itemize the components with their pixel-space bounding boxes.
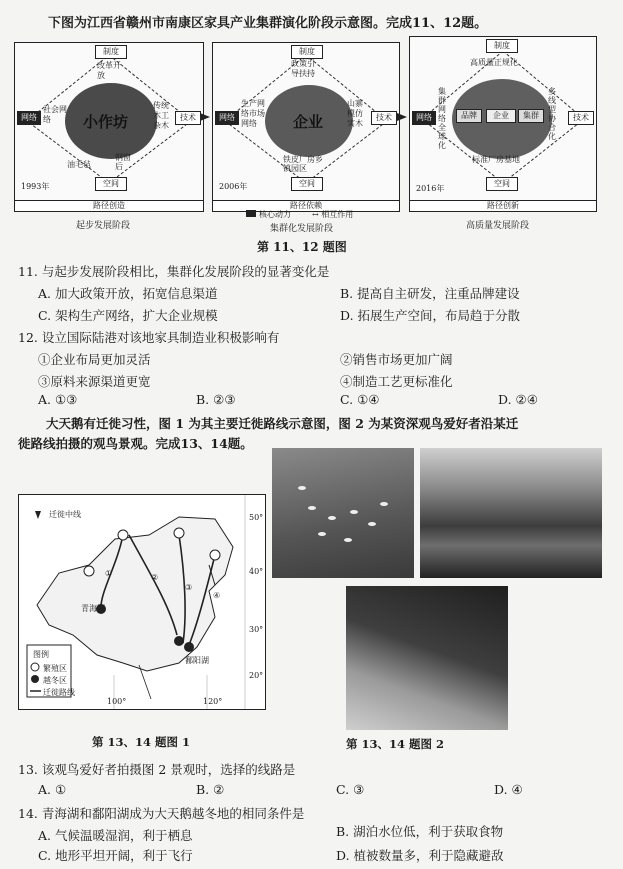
- panel-3-space: 空间: [486, 177, 518, 191]
- panel-3-network: 网络: [412, 111, 436, 125]
- q12-statement-2: ②销售市场更加广阔: [340, 352, 453, 367]
- q12-option-d: D. ②④: [498, 392, 538, 407]
- panel-2-policy: 政策引导扶持: [291, 59, 315, 78]
- legend-mutual-label: 相互作用: [321, 210, 354, 219]
- panel-3-year: 2016年: [416, 184, 445, 193]
- panel-3-brand: 品牌: [456, 109, 482, 123]
- map-route-3: ③: [185, 583, 193, 592]
- legend-mutual-icon: ↔: [312, 210, 319, 219]
- q13-option-b: B. ②: [196, 782, 225, 797]
- q13-option-c: C. ③: [336, 782, 365, 797]
- map-route-2: ②: [151, 573, 159, 582]
- panel-2-base: 路径依赖: [212, 200, 400, 212]
- q13-option-a: A. ①: [38, 782, 67, 797]
- map-legend-breeding: 繁殖区: [43, 664, 67, 673]
- panel-1-space: 空间: [95, 177, 127, 191]
- panel-2-production-network: 生产网络市场网络: [241, 99, 265, 128]
- map-lon-120: 120°: [203, 697, 223, 706]
- panel-stage-3: [409, 36, 597, 202]
- swans-icon: [272, 448, 414, 578]
- panel-2-network: 网络: [215, 111, 239, 125]
- panel-2-center: 企业: [293, 113, 324, 131]
- panel-3-standard-factory: 标准厂房基地: [472, 155, 520, 164]
- panel-2-imitation: 山寨模仿实木: [347, 99, 363, 128]
- map-legend-wintering: 越冬区: [43, 676, 67, 685]
- panel-2-space: 空间: [291, 177, 323, 191]
- panel-1-base: 路径创造: [14, 200, 204, 212]
- q11-option-c: C. 架构生产网络，扩大企业规模: [38, 308, 218, 323]
- q12-statement-4: ④制造工艺更标准化: [340, 374, 453, 389]
- panel-2-institution: 制度: [291, 45, 323, 59]
- intro-text-2-line-2: 徙路线拍摄的观鸟景观。完成13、14题。: [18, 436, 253, 451]
- legend-core-swatch: [246, 210, 256, 217]
- panel-3-institution: 制度: [486, 39, 518, 53]
- q12-statement-3: ③原料来源渠道更宽: [38, 374, 151, 389]
- q12-option-c: C. ①④: [340, 392, 380, 407]
- map-lake-qinghai: 青海湖: [81, 604, 105, 613]
- panel-3-multi-line: 多线型协合化: [548, 87, 556, 141]
- photo-mountain-swans: [346, 586, 508, 730]
- map-lat-30: 30°: [249, 625, 264, 634]
- panel-2-tech: 技术: [371, 111, 397, 125]
- q11-option-b: B. 提高自主研发，注重品牌建设: [340, 286, 520, 301]
- panel-2-year: 2006年: [219, 182, 248, 191]
- q12-stem: 12. 设立国际陆港对该地家具制造业积极影响有: [18, 330, 280, 345]
- q12-statement-1: ①企业布局更加灵活: [38, 352, 151, 367]
- map-legend-route: 迁徙路线: [43, 688, 75, 697]
- panel-1-woodwork: 传统木工杂木: [153, 101, 169, 130]
- figure-2-caption: 第 13、14 题图 2: [346, 737, 445, 751]
- panel-1-felt: 油毛毡: [67, 160, 91, 169]
- map-lat-20: 20°: [249, 671, 264, 680]
- panel-1-year: 1993年: [21, 182, 50, 191]
- stage-3-caption: 高质量发展阶段: [466, 221, 530, 231]
- panel-1-center: 小作坊: [83, 113, 129, 131]
- photo-swans-flock: [272, 448, 414, 578]
- stage-1-caption: 起步发展阶段: [76, 221, 131, 231]
- q14-stem: 14. 青海湖和鄱阳湖成为大天鹅越冬地的相同条件是: [18, 806, 305, 821]
- stage-2-caption: 集群化发展阶段: [270, 224, 334, 234]
- panel-3-enterprise: 企业: [486, 109, 516, 123]
- intro-text-2-line-1: 大天鹅有迁徙习性，图 1 为其主要迁徙路线示意图，图 2 为某资深观鸟爱好者沿某迁: [46, 416, 519, 431]
- q11-option-a: A. 加大政策开放，拓宽信息渠道: [38, 286, 218, 301]
- panel-3-global-network: 集群网络全球化: [438, 87, 446, 150]
- map-lat-40: 40°: [249, 567, 264, 576]
- q14-option-d: D. 植被数量多，利于隐藏避敌: [336, 848, 504, 863]
- q12-option-b: B. ②③: [196, 392, 236, 407]
- map-lake-poyang: 鄱阳湖: [185, 656, 209, 665]
- panel-1-tech: 技术: [175, 111, 201, 125]
- q11-stem: 11. 与起步发展阶段相比，集群化发展阶段的显著变化是: [18, 264, 330, 279]
- map-lon-100: 100°: [107, 697, 127, 706]
- q14-option-b: B. 湖泊水位低，利于获取食物: [336, 824, 504, 839]
- q14-option-c: C. 地形平坦开阔，利于飞行: [38, 848, 193, 863]
- photo-lake-grassland: [420, 448, 602, 578]
- panel-3-tech: 技术: [568, 111, 594, 125]
- q13-stem: 13. 该观鸟爱好者拍摄图 2 景观时，选择的线路是: [18, 762, 296, 777]
- panel-2-factory: 铁皮厂房乡镇园区: [283, 155, 323, 173]
- panel-3-cluster: 集群: [518, 109, 544, 123]
- figure-caption-11-12: 第 11、12 题图: [257, 240, 347, 254]
- panel-1-steel: 钢窗后: [115, 153, 131, 171]
- panel-1-social-network: 社会网络: [43, 105, 67, 124]
- map-route-4: ④: [213, 591, 221, 600]
- map-route-1: ①: [105, 569, 113, 578]
- panel-1-network: 网络: [17, 111, 41, 125]
- q11-option-d: D. 拓展生产空间，布局趋于分散: [340, 308, 521, 323]
- q14-option-a: A. 气候温暖湿润，利于栖息: [38, 828, 193, 843]
- map-legend-title: 图例: [33, 650, 49, 659]
- panel-stage-2: [212, 42, 400, 202]
- q13-option-d: D. ④: [494, 782, 523, 797]
- q12-option-a: A. ①③: [38, 392, 78, 407]
- panel-1-reform: 改革开放: [97, 61, 121, 80]
- legend-core-label: 核心动力: [259, 210, 291, 219]
- migration-map: [18, 494, 266, 710]
- map-title: 迁徙中线: [49, 510, 81, 519]
- intro-text-1: 下图为江西省赣州市南康区家具产业集群演化阶段示意图。完成11、12题。: [48, 16, 488, 31]
- figure-1-caption: 第 13、14 题图 1: [92, 735, 191, 749]
- map-lat-50: 50°: [249, 513, 264, 522]
- panel-stage-1: [14, 42, 204, 202]
- panel-1-institution: 制度: [95, 45, 127, 59]
- panel-3-base: 路径创新: [409, 200, 597, 212]
- panel-3-quality: 高质量正规化: [470, 58, 518, 67]
